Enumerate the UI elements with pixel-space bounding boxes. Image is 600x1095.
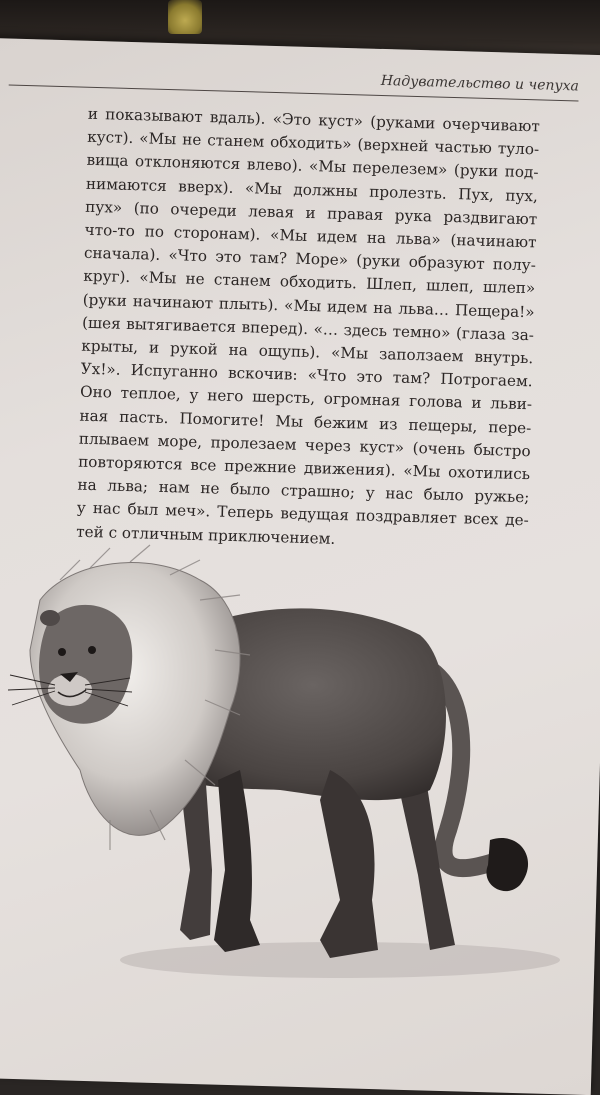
lion-tail-tuft [486,838,528,891]
text-line: сначала). «Что это там? Море» (руки образуют полу- [83,243,537,275]
text-line: (шея вытягивается вперед). «… здесь темно» (глаза за- [81,313,535,345]
lion-eye-left [58,648,66,656]
text-line: пух» (по очереди левая и правая рука раздвигают [85,197,538,229]
text-line: и показывают вдаль). «Это куст» (руками очерчивают [87,104,540,136]
text-line: круг). «Мы не станем обходить. Шлеп, шлеп, шлеп» [83,267,536,298]
lion-eye-right [88,646,96,654]
text-line: ная пасть. Помогите! Мы бежим из пещеры, пере- [79,406,532,437]
text-line: нимаются вверх). «Мы должны пролезть. Пух, пух, [85,174,539,205]
pencil-tip [168,0,202,34]
text-line: (руки начинают плыть). «Мы идем на льва… Пещера!» [82,290,535,321]
text-line: повторяются все прежние движения). «Мы охотились [77,452,531,484]
text-line: куст). «Мы не станем обходить» (верхней частью туло- [87,127,540,159]
lion-illustration [0,540,600,1000]
text-line: на льва; нам не было страшно; у нас было ружье; [77,475,530,507]
running-head: Надувательство и чепуха [380,72,580,95]
text-line: тей с отличным приключением. [76,522,336,548]
text-line: у нас был меч». Теперь ведущая поздравляет всех де- [76,499,529,530]
lion-ear [40,610,60,626]
text-line: Оно теплое, у него шерсть, огромная голова и льви- [79,383,533,414]
text-line: вища отклоняются влево). «Мы перелезем» (руки под- [86,151,539,182]
body-paragraph [76,103,540,556]
text-line: что-то по сторонам). «Мы идем на льва» (начинают [84,220,537,252]
text-line: плываем море, пролезаем через куст» (очень быстро [78,429,531,461]
text-line: Ух!». Испуганно вскочив: «Что это там? Потрогаем. [80,359,533,391]
lion-front-leg-near [214,770,260,952]
text-line: крыты, и рукой на ощупь). «Мы заползаем внутрь. [81,336,534,368]
